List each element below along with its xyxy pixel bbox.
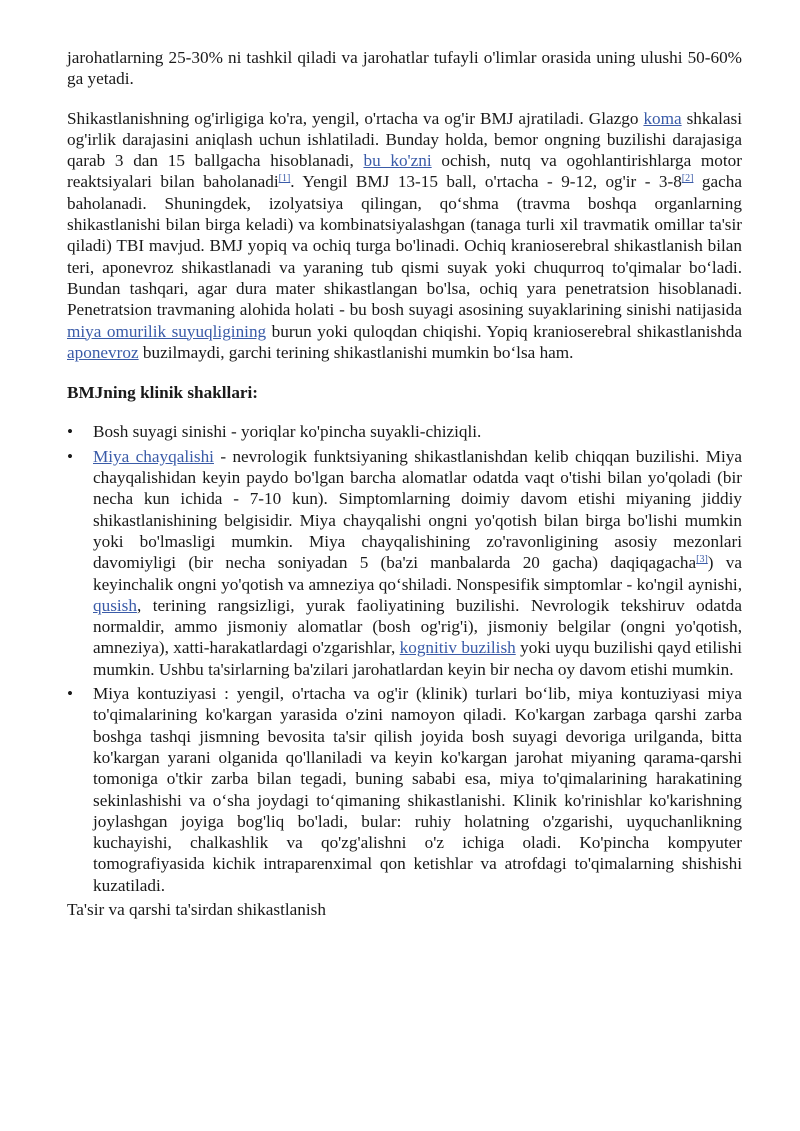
text-span: buzilmaydi, garchi terining shikastlanishi mumkin bo‘lsa ham. [138,342,574,362]
list-item [67,446,742,680]
text-span: shkalasi og'irlik darajasini aniqlash uchun ishlatiladi. Bunday holda, bemor ongning buzilishi darajasiga qarab 3 dan 15 ballgacha hisoblanadi, [67,108,742,171]
link-kognitiv-buzilish[interactable]: kognitiv buzilish [399,638,516,658]
bullet-icon: • [67,422,74,442]
link-miya-omurilik[interactable]: miya omurilik suyuqligining [67,321,267,341]
bullet-icon: • [67,446,74,466]
paragraph-intro [67,47,742,90]
text-span: Shikastlanishning og'irligiga ko'ra, yengil, o'rtacha va og'ir BMJ ajratiladi. Glazgo [67,108,644,128]
text-span: . Yengil BMJ 13-15 ball, o'rtacha - 9-12, og'ir - 3-8 [290,172,682,192]
link-koma[interactable]: koma [643,108,682,128]
list-item-text: Miya kontuziyasi : yengil, o'rtacha va og'ir (klinik) turlari bo‘lib, miya kontuziyasi miya to'qimalarining ko'kargan yarasida o'zini namoyon qiladi. Ko'kargan zarbaga qarshi zarba boshga tashqi jismning bevosita ta'sir qilish joyida bosh suyagi devoriga urilganda, bitta ko'kargan yarani olganida qo'llaniladi va keyin ko'kargan jarohat miyaning qarama-qarshi tomoniga o'tkir zarba bilan tegadi, buning sababi esa, miya to'qimalarining harakatining sekinlashishi va o‘sha joydagi to‘qimaning shikastlanishi. Klinik ko'rinishlar ko'karishning joylashgan joyiga bog'liq bo'ladi, bular: ruhiy holatning o'zgarishi, uyquchanlikning kuchayishi, chalkashlik va qo'zg'alishni o'z ichiga oladi. Ko'pincha kompyuter tomografiyasida kichik intraparenximal qon ketishlar va atrofdagi to'qimalarning shishishi kuzatiladi. [93,684,742,895]
link-bu-kozni[interactable]: bu ko'zni [363,151,432,171]
paragraph-severity [67,108,742,364]
text-span: ) va keyinchalik ongni yo'qotish va amneziya qo‘shiladi. Nonspesifik simptomlar - ko'ngil aynishi, [93,553,742,594]
text-span: ochish, nutq va ogohlantirishlarga motor reaktsiyalari bilan baholanadi [67,151,742,192]
list-item [67,421,742,442]
clinical-forms-list [67,421,742,896]
subsection-title: Ta'sir va qarshi ta'sirdan shikastlanish [67,899,326,919]
text-span: burun yoki quloqdan chiqishi. Yopiq kranioserebral shikastlanishda [266,321,742,341]
list-item-text: Bosh suyagi sinishi - yoriqlar ko'pincha suyakli-chiziqli. [93,422,482,442]
footnote-ref-2[interactable]: [2] [681,173,694,185]
section-heading: BMJning klinik shakllari: [67,383,259,403]
link-qusish[interactable]: qusish [93,595,137,615]
text-span: yoki uyqu buzilishi qayd etilishi mumkin. Ushbu ta'sirlarning ba'zilari jarohatlardan keyin bir necha oy davom etishi mumkin. [93,638,742,679]
text-span: gacha baholanadi. Shuningdek, izolyatsiya qilingan, qo‘shma (travma boshqa organlarning shikastlanishi bilan birga keladi) va kombinatsiyalashgan (tanaga turli xil travmatik omillar ta'sir qiladi) TBI mavjud. BMJ yopiq va ochiq turga bo'linadi. Ochiq kranioserebral shikastlanish bilan teri, aponevroz shikastlanadi va yaraning tub qismi suyak yoki chuqurroq to'qimalar bo‘ladi. Bundan tashqari, agar dura mater shikastlangan bo'lsa, ochiq yara penetratsion hisoblanadi. Penetratsion travmaning alohida holati - bu bosh suyagi asosining suyaklarining sinishi natijasida [67,172,742,320]
text-span: - nevrologik funktsiyaning shikastlanishdan kelib chiqqan buzilishi. Miya chayqalishidan keyin paydo bo'lgan barcha alomatlar odatda vaqt o'tishi bilan yo'qoladi (bir necha kun ichida - 7-10 kun). Simptomlarning doimiy davom etishi miyaning jiddiy shikastlanishining belgisidir. Miya chayqalishi ongni yo'qotish bilan birga bo'lishi mumkin yoki bo'lmasligi mumkin. Miya chayqalishining zo'ravonligining asosiy mezonlari davomiyligi (bir necha soniyadan 5 (ba'zi manbalarda 20 gacha) daqiqagacha [93,446,742,573]
footnote-ref-1[interactable]: [1] [278,173,291,185]
text-span: , terining rangsizligi, yurak faoliyatining buzilishi. Nevrologik tekshiruv odatda normaldir, ammo jismoniy alomatlar (bosh og'rig'i), jismoniy belgilar (ongni yo'qotish, amneziya), xatti-harakatlardagi o'zgarishlar, [93,595,742,658]
footnote-ref-3[interactable]: [3] [696,554,708,566]
bullet-icon: • [67,684,74,704]
link-miya-chayqalishi[interactable]: Miya chayqalishi [93,446,214,466]
list-item [67,683,742,896]
paragraph-intro-text: jarohatlarning 25-30% ni tashkil qiladi va jarohatlar tufayli o'limlar orasida uning ulushi 50-60% ga yetadi. [67,48,742,89]
link-aponevroz[interactable]: aponevroz [67,342,139,362]
